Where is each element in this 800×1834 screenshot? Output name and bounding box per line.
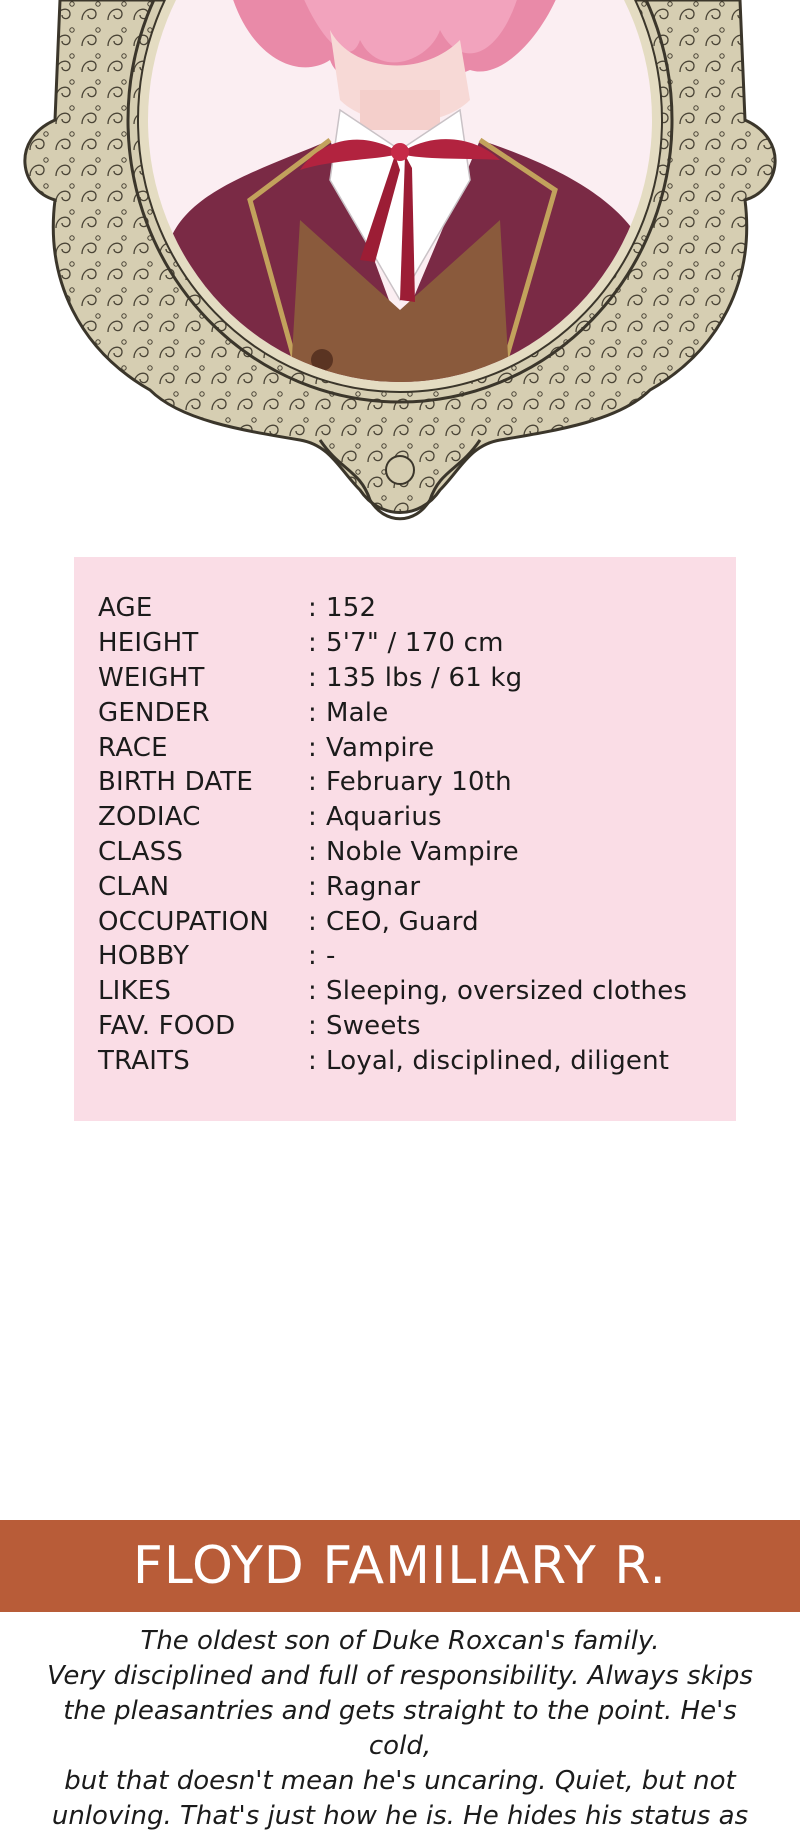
stat-value: Sleeping, oversized clothes [326,976,688,1007]
stat-value: Loyal, disciplined, diligent [326,1045,670,1076]
stat-label: FAV. FOOD [98,1010,236,1041]
name-banner [0,1520,800,1612]
stat-row-birth-date [98,765,736,800]
stat-row-age [98,591,736,626]
stat-separator: : [308,976,317,1007]
description-line: Very disciplined and full of responsibility. Always skips [47,1661,753,1691]
stat-value: 135 lbs / 61 kg [326,662,523,693]
stat-separator: : [308,836,317,867]
stat-row-height [98,626,736,661]
stat-separator: : [308,662,317,693]
stat-value: 152 [326,593,377,624]
stat-row-class [98,835,736,870]
stat-separator: : [308,697,317,728]
character-portrait [0,0,800,530]
stat-value: Aquarius [326,802,442,833]
stat-separator: : [308,732,317,763]
stat-value: February 10th [326,767,512,798]
description-line: unloving. That's just how he is. He hides his status as [51,1801,749,1831]
stat-label: RACE [98,732,168,763]
stat-label: GENDER [98,697,210,728]
stat-label: CLASS [98,836,184,867]
stat-label: ZODIAC [98,802,201,833]
description-line: but that doesn't mean he's uncaring. Quiet, but not [64,1766,736,1796]
stat-value: Ragnar [326,871,421,902]
stat-row-traits [98,1043,736,1078]
stat-row-weight [98,661,736,696]
stat-separator: : [308,1045,317,1076]
stat-value: Sweets [326,1010,421,1041]
stat-label: OCCUPATION [98,906,270,937]
profile-card [74,557,736,1121]
stat-separator: : [308,628,317,659]
stat-label: LIKES [98,976,172,1007]
stat-value: CEO, Guard [326,906,479,937]
character-description [40,1624,760,1834]
stat-value: 5'7" / 170 cm [326,628,504,659]
stat-separator: : [308,906,317,937]
stat-label: CLAN [98,871,170,902]
stat-value: Male [326,697,389,728]
stat-value: Noble Vampire [326,836,519,867]
stat-value: - [326,941,336,972]
stat-row-zodiac [98,800,736,835]
stat-separator: : [308,941,317,972]
ornate-mirror-frame-icon [0,0,800,530]
stat-row-fav-food [98,1009,736,1044]
stat-separator: : [308,1010,317,1041]
stat-value: Vampire [326,732,435,763]
description-line: the pleasantries and gets straight to the point. He's cold, [63,1696,737,1761]
stat-separator: : [308,767,317,798]
character-name: FLOYD FAMILIARY R. [132,1536,668,1596]
stat-separator: : [308,593,317,624]
stat-row-likes [98,974,736,1009]
stat-row-gender [98,695,736,730]
stat-row-clan [98,869,736,904]
stat-separator: : [308,871,317,902]
stat-separator: : [308,802,317,833]
stat-label: HEIGHT [98,628,199,659]
description-line: The oldest son of Duke Roxcan's family. [140,1626,660,1656]
stat-label: HOBBY [98,941,190,972]
stat-row-hobby [98,939,736,974]
stat-row-race [98,730,736,765]
stat-row-occupation [98,904,736,939]
stat-label: WEIGHT [98,662,205,693]
stat-label: AGE [98,593,153,624]
stat-label: TRAITS [98,1045,190,1076]
stat-label: BIRTH DATE [98,767,254,798]
